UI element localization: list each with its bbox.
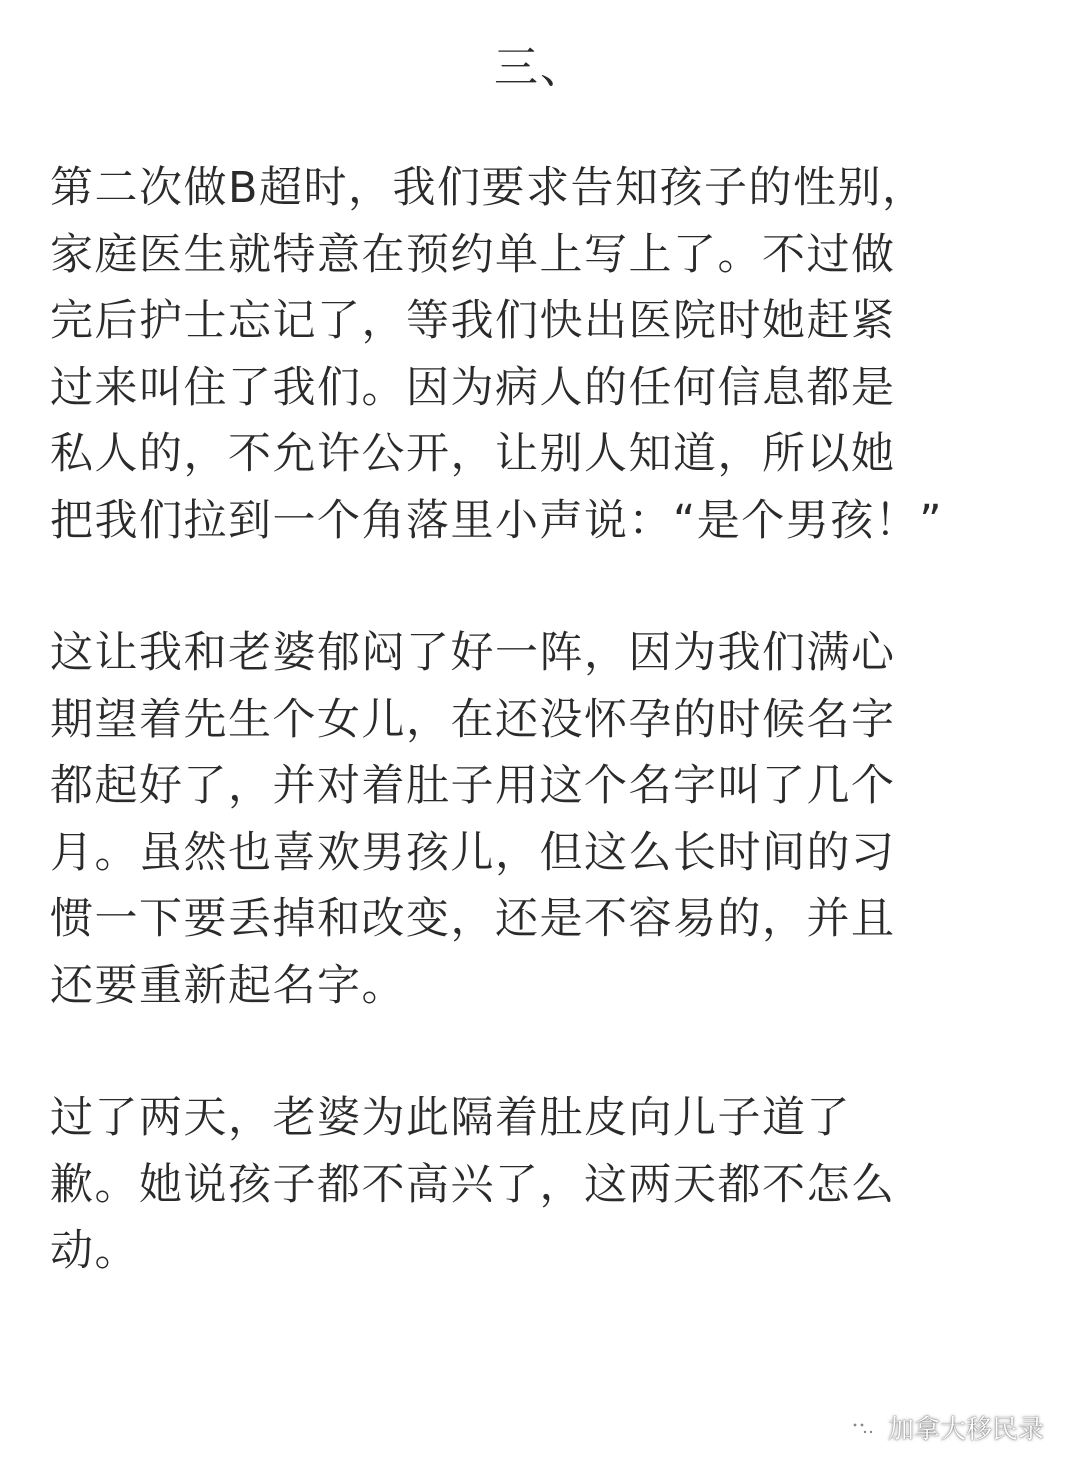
text-line: 这让我和老婆郁闷了好一阵，因为我们满心 <box>50 628 896 678</box>
text-line: 惯一下要丢掉和改变，还是不容易的，并且 <box>50 894 896 944</box>
paragraph-3 <box>50 1085 1010 1285</box>
text-line: 都起好了，并对着肚子用这个名字叫了几个 <box>50 761 896 811</box>
text-line: 动。 <box>50 1226 139 1276</box>
article-body <box>50 155 1010 1285</box>
paragraph-spacer <box>50 1019 1010 1085</box>
text-line: 期望着先生个女儿，在还没怀孕的时候名字 <box>50 694 896 745</box>
section-heading: 三、 <box>494 42 586 93</box>
paragraph-2 <box>50 620 1010 1019</box>
text-line: 过了两天，老婆为此隔着肚皮向儿子道了 <box>50 1093 851 1143</box>
paragraph-spacer <box>50 554 1010 620</box>
text-line: 过来叫住了我们。因为病人的任何信息都是 <box>50 362 896 413</box>
paragraph-1 <box>50 155 1010 554</box>
watermark-text: 加拿大移民录 <box>887 1415 1044 1445</box>
wechat-icon <box>846 1415 880 1445</box>
text-line: 歉。她说孩子都不高兴了，这两天都不怎么 <box>50 1159 896 1210</box>
text-line: 还要重新起名字。 <box>50 960 406 1011</box>
text-line: 家庭医生就特意在预约单上写上了。不过做 <box>50 229 896 280</box>
text-line: 私人的，不允许公开，让别人知道，所以她 <box>50 429 896 479</box>
text-line: 第二次做B超时，我们要求告知孩子的性别， <box>50 163 927 213</box>
text-line: 月。虽然也喜欢男孩儿，但这么长时间的习 <box>50 827 896 878</box>
watermark <box>846 1410 1044 1450</box>
text-line: 完后护士忘记了，等我们快出医院时她赶紧 <box>50 296 896 346</box>
text-line: 把我们拉到一个角落里小声说：“是个男孩！” <box>50 495 944 546</box>
